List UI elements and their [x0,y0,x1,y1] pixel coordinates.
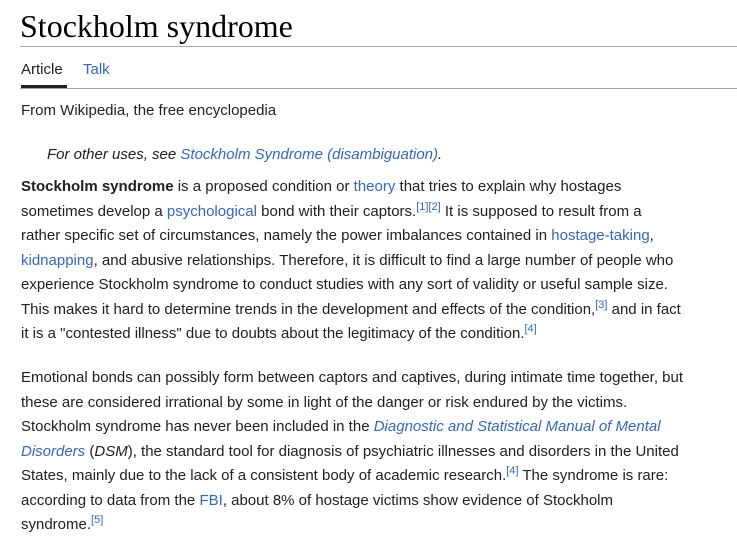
text-line [21,175,733,200]
second-paragraph [21,366,733,538]
text-line [21,415,733,440]
link-kidnapping[interactable]: kidnapping [21,251,94,269]
text-line: these are considered irrational by some in light of the danger or risk endured by the victims. [21,393,628,411]
title-divider [20,46,737,47]
text-run: ( [85,442,95,460]
dsm-abbreviation: DSM [94,442,128,460]
citation-5[interactable]: [5] [91,514,104,526]
intro-paragraph [21,175,733,347]
text-run: is a proposed condition or [173,178,354,195]
text-line [21,298,733,323]
citation-4[interactable]: [4] [524,323,537,335]
text-run: syndrome. [21,516,92,533]
text-run: and in fact [607,300,681,318]
text-run: according to data from the [21,491,200,509]
article-term: Stockholm syndrome [21,178,174,195]
text-run: it is a "contested illness" due to doubts about the legitimacy of the condition. [21,325,525,342]
text-run: Stockholm syndrome has never been included in the [21,418,374,435]
text-run: rather specific set of circumstances, namely the power imbalances contained in [21,227,552,244]
text-run: bond with their captors. [256,202,417,220]
text-line [21,440,733,465]
site-tagline: From Wikipedia, the free encyclopedia [21,102,277,119]
text-line [21,464,733,489]
text-run: , and abusive relationships. Therefore, it is difficult to find a large number of people who [93,251,674,269]
text-line [21,249,733,274]
hatnote-suffix: . [438,146,443,163]
citation-4-repeat[interactable]: [4] [506,465,519,477]
text-run: , [649,227,654,244]
citation-3[interactable]: [3] [595,298,608,311]
citation-2[interactable]: [2] [428,200,441,213]
text-run: States, mainly due to the lack of a consistent body of academic research. [21,467,507,484]
text-run: ), the standard tool for diagnosis of psychiatric illnesses and disorders in the United [127,442,679,460]
link-hostage-taking[interactable]: hostage-taking [551,227,650,244]
text-run: that tries to explain why hostages [395,178,622,195]
hatnote [47,144,442,166]
text-run: , about 8% of hostage victims show evidence of Stockholm [222,491,613,509]
link-dsm-continued[interactable]: Disorders [21,442,86,460]
text-line [21,200,733,225]
tab-article[interactable]: Article [21,61,63,78]
text-run: The syndrome is rare: [518,467,669,484]
text-line [21,513,733,538]
text-line: experience Stockholm syndrome to conduct studies with any sort of validity or useful sample size. [21,276,668,293]
text-run: It is supposed to result from a [440,202,642,220]
hatnote-prefix: For other uses, see [47,146,181,163]
text-run: This makes it hard to determine trends in the development and effects of the condition, [21,300,596,318]
link-dsm[interactable]: Diagnostic and Statistical Manual of Mental [373,418,661,435]
link-theory[interactable]: theory [353,178,396,195]
tabs-divider [20,88,737,89]
text-line: Emotional bonds can possibly form between captors and captives, during intimate time together, but [21,369,684,386]
citation-1[interactable]: [1] [416,200,429,213]
text-line [21,489,733,514]
link-fbi[interactable]: FBI [199,491,223,509]
tab-talk[interactable]: Talk [83,61,110,78]
text-line [21,322,733,347]
link-psychological[interactable]: psychological [166,202,257,220]
text-line [21,224,733,249]
disambiguation-link[interactable]: Stockholm Syndrome (disambiguation) [180,146,439,163]
page-title: Stockholm syndrome [20,8,293,44]
text-run: sometimes develop a [21,202,167,220]
